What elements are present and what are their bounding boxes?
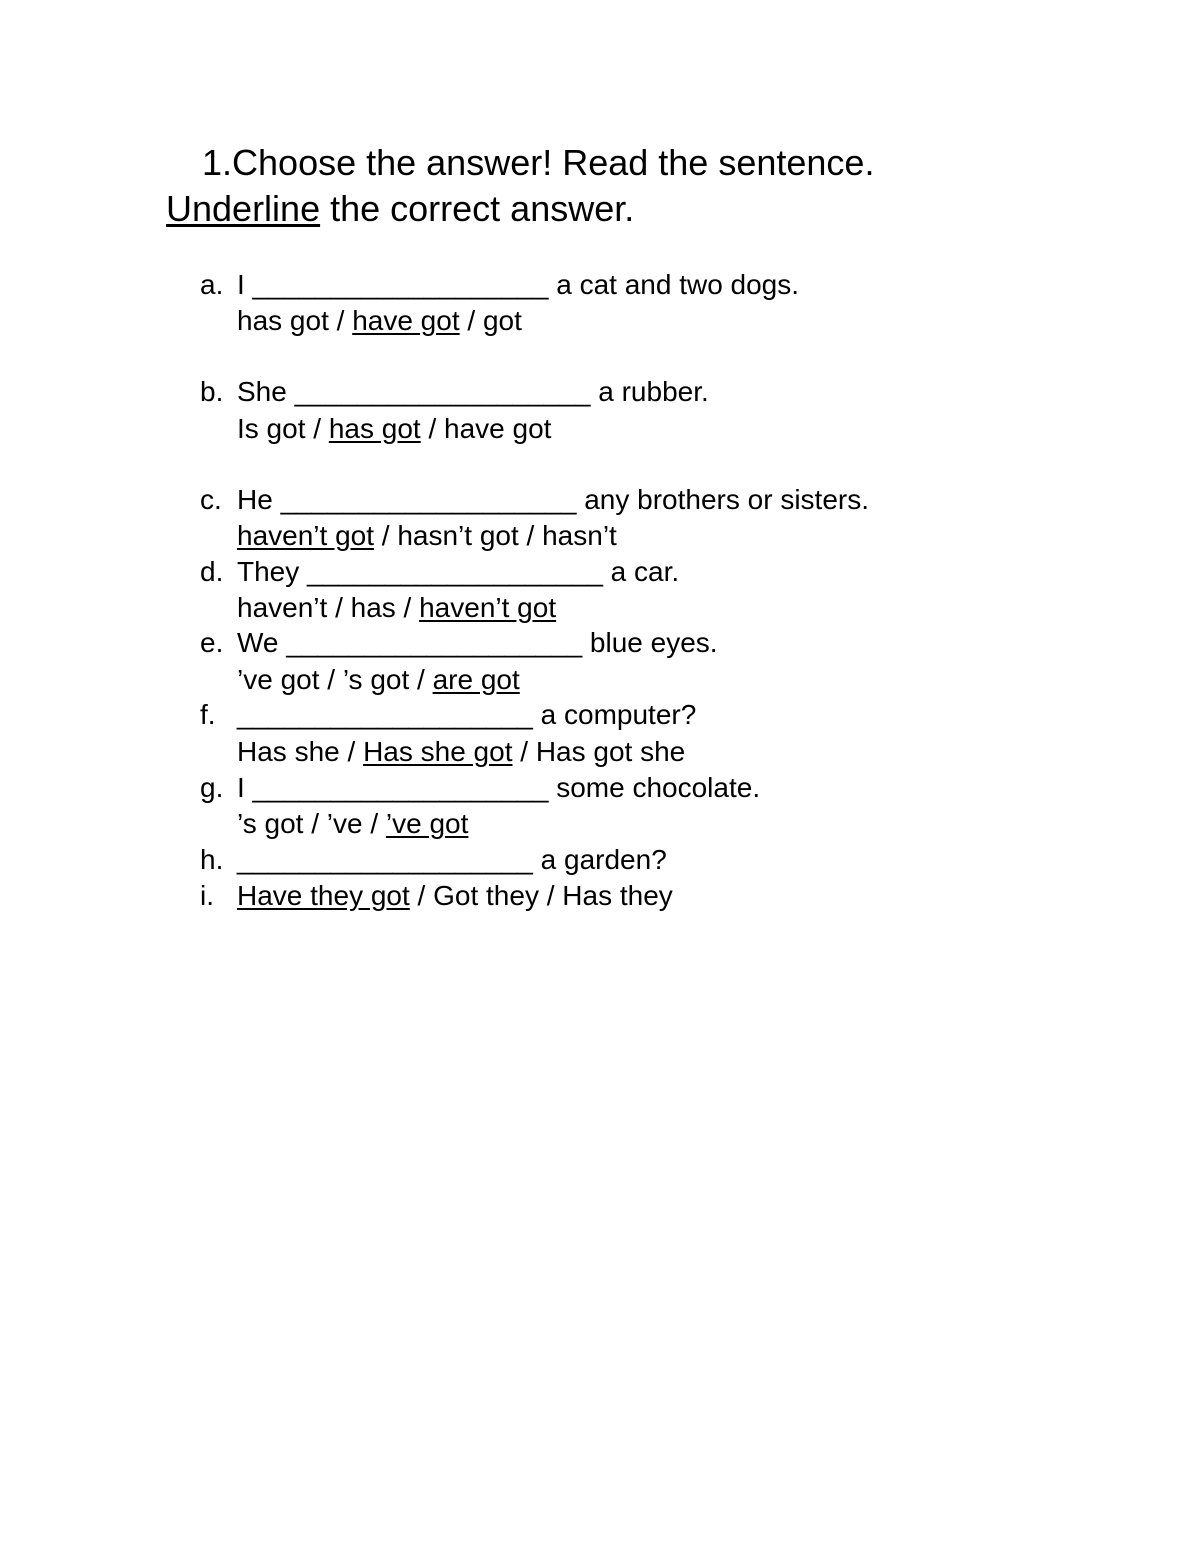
item-f-sentence — [200, 698, 696, 732]
sentence-text: He ___________________ any brothers or sisters. — [237, 484, 869, 515]
option-text: / have got — [420, 413, 552, 444]
item-a-options — [200, 304, 522, 338]
item-marker: a. — [200, 269, 224, 300]
item-h-sentence — [200, 843, 667, 877]
item-marker: h. — [200, 844, 224, 875]
item-d-options — [200, 591, 556, 625]
option-text: / Got they / Has they — [409, 880, 673, 911]
correct-option: has got — [328, 413, 421, 444]
item-marker: i. — [200, 880, 214, 911]
correct-option: haven’t got — [237, 520, 374, 551]
item-e-options — [200, 663, 520, 697]
correct-option: Have they got — [237, 880, 410, 911]
item-marker: c. — [200, 484, 222, 515]
exercise-instructions — [166, 140, 1066, 232]
sentence-text: We ___________________ blue eyes. — [237, 627, 718, 658]
correct-option: have got — [352, 305, 460, 336]
sentence-text: She ___________________ a rubber. — [237, 376, 709, 407]
option-text: Is got / — [237, 413, 329, 444]
item-g-options — [200, 807, 468, 841]
option-text: haven’t / has / — [237, 592, 420, 623]
correct-option: haven’t got — [419, 592, 557, 623]
option-text: ’s got / ’ve / — [237, 808, 386, 839]
sentence-text: They ___________________ a car. — [237, 556, 680, 587]
sentence-text: I ___________________ some chocolate. — [237, 772, 761, 803]
item-f-options — [200, 735, 685, 769]
item-e-sentence — [200, 626, 718, 660]
item-marker: d. — [200, 556, 224, 587]
item-marker: f. — [200, 699, 216, 730]
item-d-sentence — [200, 555, 679, 589]
item-marker: g. — [200, 772, 224, 803]
option-text: ’ve got / ’s got / — [237, 664, 433, 695]
item-b-sentence — [200, 375, 709, 409]
item-g-sentence — [200, 771, 760, 805]
exercise-number: 1. — [202, 142, 233, 183]
sentence-text: ___________________ a computer? — [237, 699, 697, 730]
option-text: has got / — [237, 305, 353, 336]
sentence-text: ___________________ a garden? — [237, 844, 667, 875]
item-marker: e. — [200, 627, 224, 658]
option-text: / Has got she — [512, 736, 686, 767]
item-i-options — [200, 879, 673, 913]
correct-option: are got — [432, 664, 520, 695]
item-c-sentence — [200, 483, 869, 517]
option-text: / got — [459, 305, 522, 336]
option-text: / hasn’t got / hasn’t — [374, 520, 617, 551]
option-text: Has she / — [237, 736, 364, 767]
underline-keyword: Underline — [166, 188, 321, 229]
item-b-options — [200, 412, 551, 446]
correct-option: Has she got — [363, 736, 513, 767]
item-marker: b. — [200, 376, 224, 407]
instruction-line-2: the correct answer. — [320, 188, 635, 229]
correct-option: ’ve got — [385, 808, 469, 839]
item-a-sentence — [200, 268, 799, 302]
sentence-text: I ___________________ a cat and two dogs. — [237, 269, 800, 300]
instruction-line-1: Choose the answer! Read the sentence. — [232, 142, 875, 183]
item-c-options — [200, 519, 617, 553]
